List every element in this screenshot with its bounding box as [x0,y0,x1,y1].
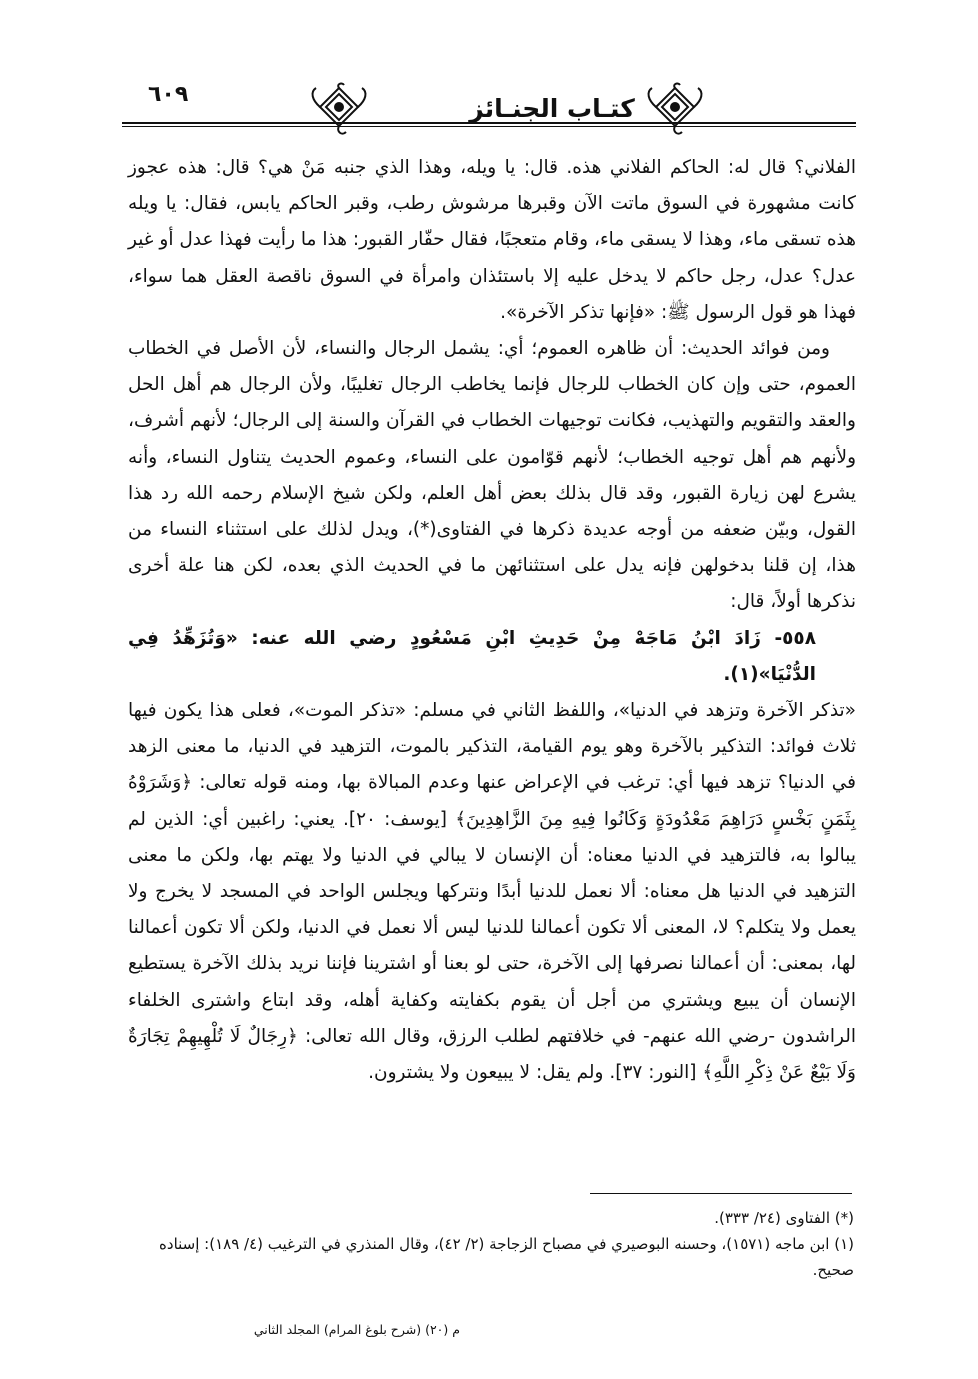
footnote-divider [590,1193,852,1194]
footnote-1-continued: صحيح. [812,1261,854,1279]
ornament-right-icon [642,82,708,142]
header-divider-thin [122,126,856,127]
footnote-1: (١) ابن ماجه (١٥٧١)، وحسنه البوصيري في مصباح الزجاجة (٢/ ٤٢)، وقال المنذري في الترغيب (٤/ ١٨٩): إسناده [159,1235,854,1253]
page-header [122,82,856,152]
header-divider [122,122,856,124]
paragraph-3: «تذكر الآخرة وتزهد في الدنيا»، واللفظ الثاني في مسلم: «تذكر الموت»، فعلى هذا يكون فيها ثلاث فوائد: التذكير بالآخرة وهو يوم القيامة، التذكير بالموت، التزهيد في الدنيا، ما معنى الزهد في الدنيا؟ تزهد فيها أي: ترغب في الإعراض عنها وعدم المبالاة بها، ومنه قوله تعالى: ﴿وَشَرَوْهُ بِثَمَنٍ بَخْسٍ دَرَاهِمَ مَعْدُودَةٍ وَكَانُوا فِيهِ مِنَ الزَّاهِدِينَ﴾ [يوسف: ٢٠]. يعني: راغبين أي: الذين لم يبالوا به، فالتزهيد في الدنيا معناه: أن الإنسان لا يبالي في الدنيا ولا يهتم بها، ولكن ما معنى التزهيد في الدنيا هل معناه: ألا نعمل للدنيا أبدًا ونتركها ويجلس الواحد في المسجد لا يخرج ولا يعمل ولا يتكلم؟ لا، المعنى ألا تكون أعمالنا للدنيا ليس ألا نعمل في الدنيا، ولكن ألا تكون أعمالنا لها، بمعنى: أن أعمالنا نصرفها إلى الآخرة، حتى لو بعنا أو اشترينا فإننا نريد بذلك الآخرة يستطيع الإنسان أن يبيع ويشتري من أجل أن يقوم بكفايته وكفاية أهله، وقد ابتاع واشترى الخلفاء الراشدون -رضي الله عنهم- في خلافتهم لطلب الرزق، وقال الله تعالى: ﴿رِجَالٌ لَا تُلْهِيهِمْ تِجَارَةٌ وَلَا بَيْعٌ عَنْ ذِكْرِ اللَّهِ﴾ [النور: ٣٧]. ولم يقل: لا يبيعون ولا يشترون. [128,700,857,1084]
paragraph-2: ومن فوائد الحديث: أن ظاهره العموم؛ أي: يشمل الرجال والنساء، لأن الأصل في الخطاب العموم، حتى وإن كان الخطاب للرجال فإنما يخاطب الرجال تغليبًا، ولأن الرجال هم أهل الحل والعقد والتقويم والتهذيب، فكانت توجيهات الخطاب في القرآن والسنة إلى الرجال؛ لأنهم أشرف، ولأنهم هم أهل توجيه الخطاب؛ لأنهم قوّامون على النساء، وعموم الحديث يتناول النساء، وأنه يشرع لهن زيارة القبور، وقد قال بذلك بعض أهل العلم، ولكن شيخ الإسلام رحمه الله رد هذا القول، وبيّن ضعفه من أوجه عديدة ذكرها في الفتاوى(*)، ويدل لذلك على استثناء النساء من هذا، إن قلنا بدخولهن فإنه يدل على استثنائهن ما في الحديث الذي بعده، لكن هنا علة أخرى نذكرها أولاً، قال: [128,338,856,613]
chapter-title: كتـاب الجنـائز [469,94,635,123]
ornament-left-icon [306,82,372,142]
footnotes [128,1205,854,1283]
main-text [128,150,856,1168]
hadith-558: ٥٥٨- زَادَ ابْنُ مَاجَهْ مِنْ حَدِيثِ ابْنِ مَسْعُودٍ رضي الله عنه: «وَتُزَهِّدُ فِي الدُّنْيَا»(١). [128,627,816,685]
paragraph-1: الفلاني؟ قال له: الحاكم الفلاني هذه. قال: يا ويله، وهذا الذي جنبه مَنْ هي؟ قال: هذه عجوز كانت مشهورة في السوق ماتت الآن وقبرها مرشوش رطب، وقبر الحاكم يابس، فقال: يا ويله هذه تسقى ماء، وهذا لا يسقى ماء، وقام متعجبًا، فقال حفّار القبور: هذا ما رأيت فهذا عدل أو غير عدل؟ عدل، رجل حاكم لا يدخل عليه إلا باستئذان وامرأة في السوق ناقصة العقل هما سواء، فهذا هو قول الرسول ﷺ: «فإنها تذكر الآخرة». [128,157,856,323]
printer-signature: م (٢٠) (شرح بلوغ المرام) المجلد الثاني [253,1322,460,1337]
footnote-star: (*) الفتاوى (٢٤/ ٣٣٣). [714,1209,854,1227]
page-number: ٦٠٩ [148,82,189,107]
